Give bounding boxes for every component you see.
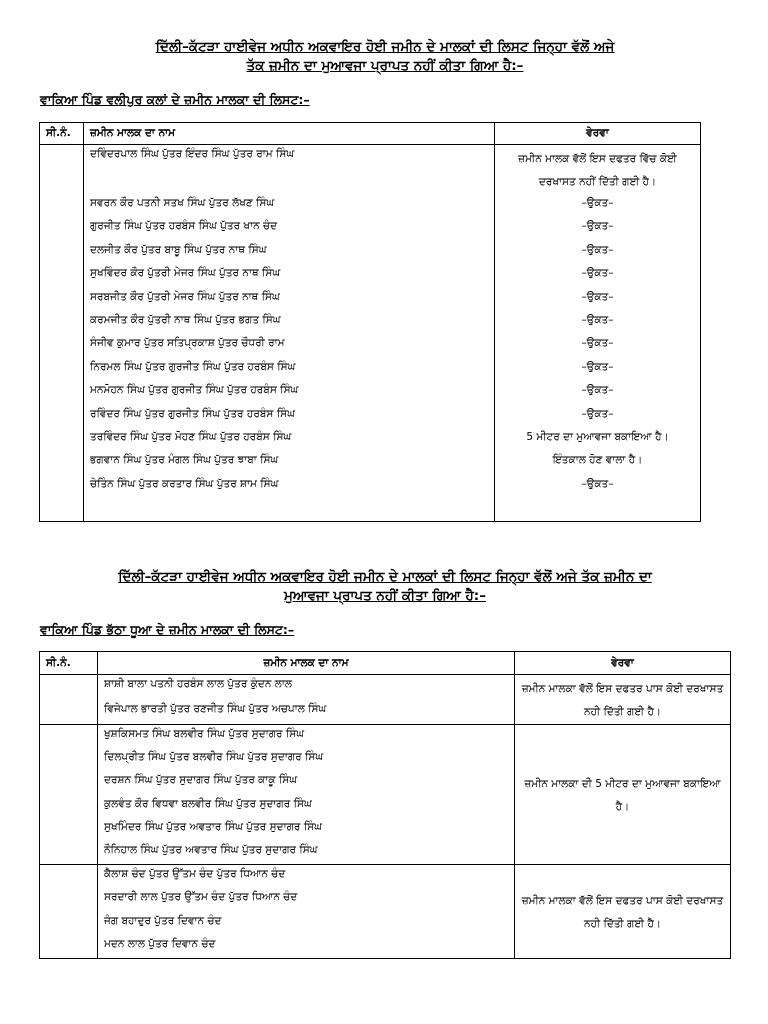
table-row (40, 288, 701, 311)
remarks-cell: ਜ਼ਮੀਨ ਮਾਲਕ ਵੱਲੋਂ ਇਸ ਦਫਤਰ ਵਿੱਚ ਕੋਈ ਦਰਖਾਸਤ ਨਹੀਂ ਦਿੱਤੀ ਗਈ ਹੈ। (495, 145, 701, 195)
owner-name: ਦਿਲਪ੍ਰੀਤ ਸਿੰਘ ਪੁੱਤਰ ਬਲਵੀਰ ਸਿੰਘ ਪੁੱਤਰ ਸੁਦਾਗਰ ਸਿੰਘ (98, 748, 515, 771)
group-2 (40, 725, 731, 865)
owner-name: ਵਿਜੇਪਾਲ ਭਾਰਤੀ ਪੁੱਤਰ ਰਣਜੀਤ ਸਿੰਘ ਪੁੱਤਰ ਅਚਪਾਲ ਸਿੰਘ (98, 700, 515, 725)
owner-name: ਸੁਖਮਿੰਦਰ ਸਿੰਘ ਪੁੱਤਰ ਅਵਤਾਰ ਸਿੰਘ ਪੁੱਤਰ ਸੁਦਾਗਰ ਸਿੰਘ (98, 818, 515, 841)
serial-cell (40, 381, 84, 404)
serial-cell (40, 475, 84, 522)
owner-name: ਖੁਸ਼ਕਿਸਮਤ ਸਿੰਘ ਬਲਵੀਰ ਸਿੰਘ ਪੁੱਤਰ ਸੁਦਾਗਰ ਸਿੰਘ (98, 725, 515, 748)
owner-name: ਦਲਜੀਤ ਕੌਰ ਪੁੱਤਰ ਬਾਬੂ ਸਿੰਘ ਪੁੱਤਰ ਨਾਥ ਸਿੰਘ (84, 241, 495, 264)
remarks-cell: –ਉਕਤ– (495, 241, 701, 264)
remarks-cell: –ਉਕਤ– (495, 288, 701, 311)
remarks-cell: –ਉਕਤ– (495, 194, 701, 217)
remarks-cell: 5 ਮੀਟਰ ਦਾ ਮੁਆਵਜਾ ਬਕਾਇਆ ਹੈ। (495, 428, 701, 451)
remarks-cell: ਜ਼ਮੀਨ ਮਾਲਕਾ ਵੱਲੋਂ ਇਸ ਦਫਤਰ ਪਾਸ ਕੋਈ ਦਰਖਾਸਤ ਨਹੀ ਦਿੱਤੀ ਗਈ ਹੈ। (515, 865, 731, 959)
section1-heading-line2: ਤੱਕ ਜ਼ਮੀਨ ਦਾ ਮੁਆਵਜਾ ਪ੍ਰਾਪਤ ਨਹੀਂ ਕੀਤਾ ਗਿਆ ਹੈ:– (246, 58, 524, 74)
remarks-cell: –ਉਕਤ– (495, 381, 701, 404)
serial-cell (40, 358, 84, 381)
table-row (40, 725, 731, 748)
remarks-cell: –ਉਕਤ– (495, 264, 701, 287)
owner-name: ਕੁਲਵੰਤ ਕੌਰ ਵਿਧਵਾ ਬਲਵੀਰ ਸਿੰਘ ਪੁੱਤਰ ਸੁਦਾਗਰ ਸਿੰਘ (98, 795, 515, 818)
remarks-cell: –ਉਕਤ– (495, 217, 701, 240)
remarks-cell: –ਉਕਤ– (495, 405, 701, 428)
owner-name: ਦਰਸ਼ਨ ਸਿੰਘ ਪੁੱਤਰ ਸੁਦਾਗਰ ਸਿੰਘ ਪੁੱਤਰ ਕਾਕੂ ਸਿੰਘ (98, 771, 515, 794)
section1-heading-line1: ਦਿੱਲੀ–ਕੱਟੜਾ ਹਾਈਵੇਜ ਅਧੀਨ ਅਕਵਾਇਰ ਹੋਈ ਜਮੀਨ ਦੇ ਮਾਲਕਾਂ ਦੀ ਲਿਸਟ ਜਿਨ੍ਹਾ ਵੱਲੋਂ ਅਜੇ (155, 39, 615, 55)
serial-cell (40, 405, 84, 428)
section1-table (39, 122, 701, 522)
table-row (40, 194, 701, 217)
column-header-serial: ਸੀ.ਨੰ. (40, 652, 98, 675)
table-row (40, 334, 701, 357)
group-3 (40, 865, 731, 959)
table-row (40, 311, 701, 334)
table-row (40, 451, 701, 474)
section2-heading (40, 568, 730, 606)
serial-cell (40, 264, 84, 287)
section2-table (39, 651, 731, 959)
owner-name: ਨੌਨਿਹਾਲ ਸਿੰਘ ਪੁੱਤਰ ਅਵਤਾਰ ਸਿੰਘ ਪੁੱਤਰ ਸੁਦਾਗਰ ਸਿੰਘ (98, 841, 515, 864)
column-header-serial: ਸੀ.ਨੰ. (40, 123, 84, 145)
remarks-cell: –ਉਕਤ– (495, 358, 701, 381)
owner-name: ਗੁਰਜੀਤ ਸਿੰਘ ਪੁੱਤਰ ਹਰਬੰਸ ਸਿੰਘ ਪੁੱਤਰ ਖਾਨ ਚੰਦ (84, 217, 495, 240)
owner-name: ਚੇਤਿੰਨ ਸਿੰਘ ਪੁੱਤਰ ਕਰਤਾਰ ਸਿੰਘ ਪੁੱਤਰ ਸ਼ਾਮ ਸਿੰਘ (84, 475, 495, 522)
table-row (40, 865, 731, 888)
section1-subheading: ਵਾਕਿਆ ਪਿੰਡ ਵਲੀਪੁਰ ਕਲਾਂ ਦੇ ਜ਼ਮੀਨ ਮਾਲਕਾ ਦੀ ਲਿਸਟ:– (40, 92, 310, 107)
owner-name: ਦਵਿੰਦਰਪਾਲ ਸਿੰਘ ਪੁੱਤਰ ਇੰਦਰ ਸਿੰਘ ਪੁੱਤਰ ਰਾਮ ਸਿੰਘ (84, 145, 495, 195)
serial-cell (40, 217, 84, 240)
serial-cell (40, 334, 84, 357)
section2-heading-line2: ਮੁਆਵਜਾ ਪ੍ਰਾਪਤ ਨਹੀਂ ਕੀਤਾ ਗਿਆ ਹੈ:– (284, 588, 486, 604)
owner-name: ਸਰਦਾਰੀ ਲਾਲ ਪੁੱਤਰ ਉੱਤਮ ਚੰਦ ਪੁੱਤਰ ਧਿਆਨ ਚੰਦ (98, 888, 515, 911)
serial-cell (40, 145, 84, 195)
table-row (40, 145, 701, 195)
section1-heading (40, 38, 730, 76)
serial-cell (40, 865, 98, 959)
owner-name: ਮਨਮੋਹਨ ਸਿੰਘ ਪੁੱਤਰ ਗੁਰਜੀਤ ਸਿੰਘ ਪੁੱਤਰ ਹਰਬੰਸ ਸਿੰਘ (84, 381, 495, 404)
remarks-cell: ਇੰਤਕਾਲ ਹੋਣ ਵਾਲਾ ਹੈ। (495, 451, 701, 474)
serial-cell (40, 311, 84, 334)
column-header-remarks: ਵੇਰਵਾ (495, 123, 701, 145)
column-header-name: ਜ਼ਮੀਨ ਮਾਲਕ ਦਾ ਨਾਮ (84, 123, 495, 145)
serial-cell (40, 451, 84, 474)
section2-heading-line1: ਦਿੱਲੀ–ਕੱਟੜਾ ਹਾਈਵੇਜ ਅਧੀਨ ਅਕਵਾਇਰ ਹੋਈ ਜਮੀਨ ਦੇ ਮਾਲਕਾਂ ਦੀ ਲਿਸਟ ਜਿਨ੍ਹਾ ਵੱਲੋਂ ਅਜੇ ਤੱਕ ਜ਼ਮੀਨ ਦਾ (118, 569, 652, 585)
table-row (40, 381, 701, 404)
owner-name: ਜੰਗ ਬਹਾਦੁਰ ਪੁੱਤਰ ਦਿਵਾਨ ਚੰਦ (98, 912, 515, 935)
table-row (40, 217, 701, 240)
group-1 (40, 675, 731, 725)
owner-name: ਕੈਲਾਸ਼ ਚੰਦ ਪੁੱਤਰ ਉੱਤਮ ਚੰਦ ਪੁੱਤਰ ਧਿਆਨ ਚੰਦ (98, 865, 515, 888)
owner-name: ਸ਼ਾਸ਼ੀ ਬਾਲਾ ਪਤਨੀ ਹਰਬੰਸ ਲਾਲ ਪੁੱਤਰ ਕੁੰਦਨ ਲਾਲ (98, 675, 515, 700)
remarks-cell: ਜ਼ਮੀਨ ਮਾਲਕਾ ਦੀ 5 ਮੀਟਰ ਦਾ ਮੁਆਵਜਾ ਬਕਾਇਆ ਹੈ। (515, 725, 731, 865)
serial-cell (40, 675, 98, 725)
owner-name: ਭਗਵਾਨ ਸਿੰਘ ਪੁੱਤਰ ਮੰਗਲ ਸਿੰਘ ਪੁੱਤਰ ਝਾਬਾ ਸਿੰਘ (84, 451, 495, 474)
table-row (40, 675, 731, 700)
section2-subheading: ਵਾਕਿਆ ਪਿੰਡ ਭੱਠਾ ਧੂਆ ਦੇ ਜ਼ਮੀਨ ਮਾਲਕਾ ਦੀ ਲਿਸਟ:– (40, 622, 295, 637)
serial-cell (40, 428, 84, 451)
serial-cell (40, 288, 84, 311)
serial-cell (40, 725, 98, 865)
column-header-remarks: ਵੇਰਵਾ (515, 652, 731, 675)
table-row (40, 264, 701, 287)
serial-cell (40, 194, 84, 217)
column-header-name: ਜ਼ਮੀਨ ਮਾਲਕ ਦਾ ਨਾਮ (98, 652, 515, 675)
remarks-cell: –ਉਕਤ– (495, 311, 701, 334)
owner-name: ਸਵਰਨ ਕੌਰ ਪਤਨੀ ਸਤਖ ਸਿੰਘ ਪੁੱਤਰ ਲੱਖਣ ਸਿੰਘ (84, 194, 495, 217)
owner-name: ਤਰਵਿੰਦਰ ਸਿੰਘ ਪੁੱਤਰ ਮੋਹਣ ਸਿੰਘ ਪੁੱਤਰ ਹਰਬੰਸ ਸਿੰਘ (84, 428, 495, 451)
owner-name: ਮਦਨ ਲਾਲ ਪੁੱਤਰ ਦਿਵਾਨ ਚੰਦ (98, 935, 515, 958)
table-row (40, 358, 701, 381)
owner-name: ਕਰਮਜੀਤ ਕੌਰ ਪੁੱਤਰੀ ਨਾਥ ਸਿੰਘ ਪੁੱਤਰ ਭਗਤ ਸਿੰਘ (84, 311, 495, 334)
serial-cell (40, 241, 84, 264)
owner-name: ਸੁਖਵਿੰਦਰ ਕੌਰ ਪੁੱਤਰੀ ਮੇਜਰ ਸਿੰਘ ਪੁੱਤਰ ਨਾਥ ਸਿੰਘ (84, 264, 495, 287)
remarks-cell: –ਉਕਤ– (495, 475, 701, 522)
table-header-row (40, 652, 731, 675)
table-row (40, 475, 701, 522)
remarks-cell: –ਉਕਤ– (495, 334, 701, 357)
owner-name: ਸਰਬਜੀਤ ਕੌਰ ਪੁੱਤਰੀ ਮੇਜਰ ਸਿੰਘ ਪੁੱਤਰ ਨਾਥ ਸਿੰਘ (84, 288, 495, 311)
remarks-cell: ਜ਼ਮੀਨ ਮਾਲਕਾ ਵੱਲੋਂ ਇਸ ਦਫਤਰ ਪਾਸ ਕੋਈ ਦਰਖਾਸਤ ਨਹੀ ਦਿੱਤੀ ਗਈ ਹੈ। (515, 675, 731, 725)
table-row (40, 428, 701, 451)
owner-name: ਰਵਿੰਦਰ ਸਿੰਘ ਪੁੱਤਰ ਗੁਰਜੀਤ ਸਿੰਘ ਪੁੱਤਰ ਹਰਬੰਸ ਸਿੰਘ (84, 405, 495, 428)
table-row (40, 241, 701, 264)
table-row (40, 405, 701, 428)
table-header-row (40, 123, 701, 145)
owner-name: ਸੰਜੀਵ ਕੁਮਾਰ ਪੁੱਤਰ ਸਤਿਪ੍ਰਕਾਸ਼ ਪੁੱਤਰ ਚੌਧਰੀ ਰਾਮ (84, 334, 495, 357)
owner-name: ਨਿਰਮਲ ਸਿੰਘ ਪੁੱਤਰ ਗੁਰਜੀਤ ਸਿੰਘ ਪੁੱਤਰ ਹਰਬੰਸ ਸਿੰਘ (84, 358, 495, 381)
